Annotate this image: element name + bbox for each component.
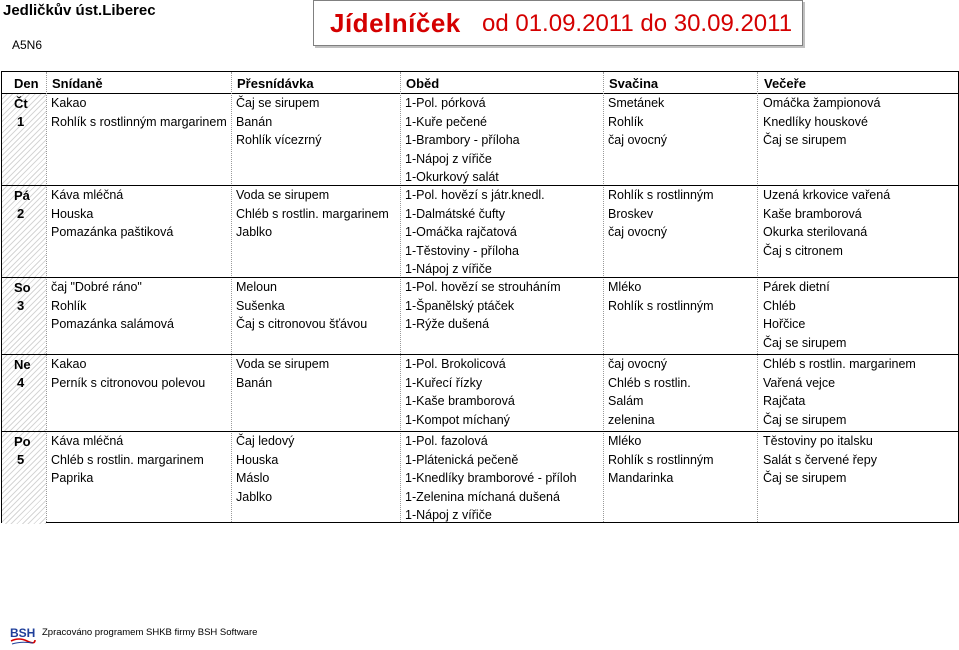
menu-item-svacina: Broskev (608, 206, 654, 221)
menu-item-svacina: Rohlík (608, 114, 644, 129)
menu-item-presnidavka: Banán (236, 375, 273, 390)
menu-item-obed: 1-Pol. pórková (405, 96, 486, 110)
menu-item-svacina: Rohlík s rostlinným (608, 452, 714, 467)
day-block (2, 185, 958, 277)
menu-item-presnidavka: Čaj ledový (236, 434, 295, 448)
menu-item-vecere: Knedlíky houskové (763, 114, 868, 129)
menu-item-snidane: Pomazánka paštiková (51, 225, 174, 239)
menu-item-obed: 1-Rýže dušená (405, 317, 490, 331)
menu-item-obed: 1-Kompot míchaný (405, 412, 510, 427)
menu-item-obed: 1-Pol. fazolová (405, 434, 488, 448)
menu-item-presnidavka: Jablko (236, 225, 273, 239)
menu-item-vecere: Párek dietní (763, 280, 830, 294)
menu-item-presnidavka: Rohlík vícezrný (236, 133, 322, 147)
menu-item-obed: 1-Pol. hovězí se strouháním (405, 280, 561, 294)
menu-item-svacina: Mandarinka (608, 471, 674, 485)
menu-item-svacina: čaj ovocný (608, 225, 668, 239)
column-header: Svačina (609, 76, 659, 91)
bsh-logo-text: BSH (10, 626, 36, 640)
menu-item-snidane: Kakao (51, 96, 87, 110)
menu-item-obed: 1-Omáčka rajčatová (405, 225, 517, 239)
menu-item-obed: 1-Knedlíky bramborové - příloh (405, 471, 577, 485)
column-header: Den (14, 76, 39, 91)
menu-item-presnidavka: Čaj s citronovou šťávou (236, 317, 368, 331)
menu-item-svacina: Chléb s rostlin. (608, 375, 691, 390)
menu-item-obed: 1-Kuřecí řízky (405, 375, 483, 390)
menu-item-svacina: Rohlík s rostlinným (608, 188, 714, 202)
page-title: Jídelníček (330, 8, 461, 38)
table-header (2, 72, 958, 94)
menu-item-snidane: Káva mléčná (51, 434, 124, 448)
day-number: 4 (17, 375, 25, 390)
day-number: 2 (17, 206, 25, 221)
day-number: 5 (17, 452, 25, 467)
menu-item-svacina: Mléko (608, 280, 642, 294)
menu-item-presnidavka: Čaj se sirupem (236, 96, 320, 110)
day-block (2, 277, 958, 354)
menu-item-vecere: Chléb s rostlin. margarinem (763, 357, 916, 371)
column-header: Přesnídávka (237, 76, 314, 91)
menu-item-obed: 1-Nápoj z vířiče (405, 262, 492, 276)
day-block (2, 94, 958, 185)
menu-item-obed: 1-Nápoj z vířiče (405, 151, 492, 166)
menu-item-vecere: Okurka sterilovaná (763, 225, 868, 239)
menu-item-snidane: Chléb s rostlin. margarinem (51, 452, 204, 467)
column-header: Oběd (406, 76, 440, 91)
menu-item-presnidavka: Meloun (236, 280, 277, 294)
menu-item-snidane: Houska (51, 206, 94, 221)
menu-item-presnidavka: Banán (236, 114, 273, 129)
menu-item-svacina: čaj ovocný (608, 133, 668, 147)
menu-item-vecere: Omáčka žampionová (763, 96, 881, 110)
menu-code: A5N6 (12, 38, 43, 52)
menu-item-obed: 1-Zelenina míchaná dušená (405, 489, 560, 504)
menu-item-vecere: Čaj se sirupem (763, 133, 847, 147)
menu-item-obed: 1-Dalmátské čufty (405, 206, 506, 221)
day-number: 1 (17, 114, 25, 129)
menu-item-vecere: Čaj se sirupem (763, 412, 847, 427)
menu-item-presnidavka: Voda se sirupem (236, 188, 330, 202)
menu-item-svacina: Salám (608, 394, 644, 408)
menu-item-obed: 1-Plátenická pečeně (405, 452, 519, 467)
menu-item-snidane: Rohlík s rostlinným margarinem (51, 114, 227, 129)
date-range: od 01.09.2011 do 30.09.2011 (482, 10, 793, 37)
day-name: So (14, 280, 31, 295)
menu-item-obed: 1-Kaše bramborová (405, 394, 515, 408)
day-name: Pá (14, 188, 30, 203)
day-name: Čt (14, 96, 28, 111)
menu-item-snidane: Rohlík (51, 298, 87, 313)
column-header: Večeře (764, 76, 806, 91)
menu-item-svacina: čaj ovocný (608, 357, 668, 371)
menu-item-snidane: Káva mléčná (51, 188, 124, 202)
menu-item-vecere: Salát s červené řepy (763, 452, 877, 467)
menu-item-svacina: zelenina (608, 412, 655, 427)
menu-item-vecere: Čaj s citronem (763, 243, 843, 258)
menu-item-vecere: Uzená krkovice vařená (763, 188, 891, 202)
menu-item-vecere: Rajčata (763, 394, 806, 408)
institution-name: Jedličkův úst.Liberec (3, 2, 156, 19)
day-block (2, 354, 958, 431)
footer-text: Zpracováno programem SHKB firmy BSH Software (42, 627, 258, 638)
menu-item-presnidavka: Voda se sirupem (236, 357, 330, 371)
menu-item-obed: 1-Pol. Brokolicová (405, 357, 506, 371)
menu-item-presnidavka: Chléb s rostlin. margarinem (236, 206, 389, 221)
menu-item-snidane: Pomazánka salámová (51, 317, 174, 331)
menu-item-vecere: Hořčice (763, 317, 806, 331)
menu-item-obed: 1-Španělský ptáček (405, 298, 515, 313)
menu-item-svacina: Rohlík s rostlinným (608, 298, 714, 313)
menu-item-vecere: Chléb (763, 298, 796, 313)
column-header: Snídaně (52, 76, 103, 91)
menu-item-vecere: Těstoviny po italsku (763, 434, 873, 448)
menu-item-obed: 1-Nápoj z vířiče (405, 508, 492, 522)
menu-table (1, 71, 959, 523)
menu-item-obed: 1-Těstoviny - příloha (405, 243, 519, 258)
menu-item-snidane: Paprika (51, 471, 94, 485)
menu-item-presnidavka: Jablko (236, 489, 273, 504)
menu-item-obed: 1-Okurkový salát (405, 170, 499, 184)
menu-item-snidane: Perník s citronovou polevou (51, 375, 206, 390)
menu-item-snidane: Kakao (51, 357, 87, 371)
day-name: Po (14, 434, 31, 449)
menu-item-obed: 1-Kuře pečené (405, 114, 488, 129)
bsh-logo (9, 624, 37, 646)
menu-item-svacina: Smetánek (608, 96, 665, 110)
menu-item-snidane: čaj "Dobré ráno" (51, 280, 142, 294)
title-box (313, 0, 803, 46)
menu-item-presnidavka: Máslo (236, 471, 270, 485)
day-block (2, 431, 958, 524)
day-name: Ne (14, 357, 31, 372)
menu-item-vecere: Kaše bramborová (763, 206, 862, 221)
menu-item-vecere: Čaj se sirupem (763, 335, 847, 350)
menu-item-svacina: Mléko (608, 434, 642, 448)
day-number: 3 (17, 298, 25, 313)
menu-item-obed: 1-Pol. hovězí s játr.knedl. (405, 188, 545, 202)
menu-item-presnidavka: Sušenka (236, 298, 285, 313)
menu-item-vecere: Vařená vejce (763, 375, 836, 390)
menu-item-presnidavka: Houska (236, 452, 279, 467)
menu-item-vecere: Čaj se sirupem (763, 471, 847, 485)
menu-item-obed: 1-Brambory - příloha (405, 133, 520, 147)
